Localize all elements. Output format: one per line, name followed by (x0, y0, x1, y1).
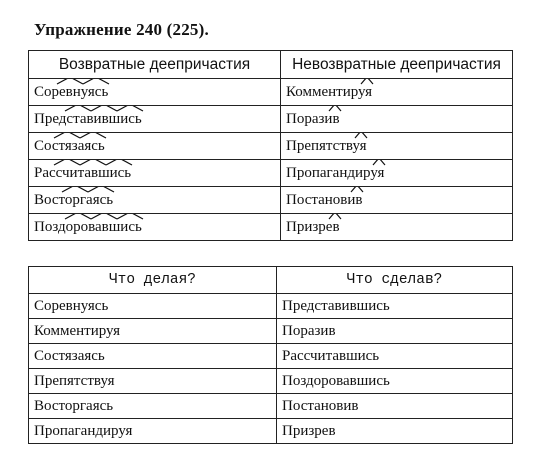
suffix-arc-mark (329, 214, 341, 219)
morpheme-marks (372, 160, 386, 166)
cell-imperfective: Восторгаясь (29, 394, 277, 419)
word: Комментируя (286, 84, 372, 101)
cell-imperfective: Соревнуясь (29, 294, 277, 319)
word: Восторгаясь (34, 192, 113, 209)
cell-nonreflexive (281, 133, 513, 160)
morpheme-marks (53, 160, 133, 166)
cell-reflexive (29, 214, 281, 241)
suffix-arc-mark (80, 133, 106, 138)
suffix-arc-mark (80, 160, 106, 165)
suffix-arc-mark (91, 214, 117, 219)
table-row (29, 187, 513, 214)
word: Рассчитавшись (34, 165, 131, 182)
cell-reflexive (29, 106, 281, 133)
cell-imperfective: Комментируя (29, 319, 277, 344)
morpheme-marks (350, 187, 364, 193)
morpheme-marks (328, 214, 342, 220)
suffix-arc-mark (54, 160, 80, 165)
exercise-title: Упражнение 240 (225). (34, 20, 209, 39)
suffix-arc-mark (83, 79, 109, 84)
cell-nonreflexive (281, 106, 513, 133)
word: Поздоровавшись (34, 219, 142, 236)
cell-perfective: Рассчитавшись (277, 344, 513, 369)
table-header-row (29, 51, 513, 79)
cell-reflexive (29, 160, 281, 187)
cell-perfective: Поразив (277, 319, 513, 344)
morpheme-marks (360, 79, 374, 85)
suffix-arc-mark (351, 187, 363, 192)
cell-perfective: Постановив (277, 394, 513, 419)
participles-table-reflexive (28, 50, 513, 241)
table-row (29, 160, 513, 187)
table-header-row (29, 267, 513, 294)
morpheme-marks (61, 187, 115, 193)
suffix-arc-mark (329, 106, 341, 111)
suffix-arc-mark (54, 133, 80, 138)
suffix-arc-mark (91, 106, 117, 111)
cell-nonreflexive (281, 79, 513, 106)
morpheme-marks (64, 106, 144, 112)
table-row (29, 106, 513, 133)
table-row (29, 369, 513, 394)
table-row (29, 419, 513, 444)
morpheme-marks (328, 106, 342, 112)
cell-nonreflexive (281, 160, 513, 187)
table-row (29, 344, 513, 369)
cell-reflexive (29, 187, 281, 214)
participles-question-table (28, 266, 513, 444)
header-reflexive-text: Возвратные деепричастия (58, 55, 251, 73)
suffix-arc-mark (57, 79, 83, 84)
word: Пропагандируя (286, 165, 384, 182)
suffix-arc-mark (106, 160, 132, 165)
suffix-arc-mark (373, 160, 385, 165)
word: Призрев (286, 219, 340, 236)
cell-nonreflexive (281, 187, 513, 214)
suffix-arc-mark (88, 187, 114, 192)
suffix-arc-mark (117, 106, 143, 111)
morpheme-marks (64, 214, 144, 220)
cell-nonreflexive (281, 214, 513, 241)
header-nonreflexive: Невозвратные деепричастия (281, 51, 513, 79)
suffix-arc-mark (117, 214, 143, 219)
suffix-arc-mark (361, 79, 373, 84)
header-reflexive (29, 51, 281, 79)
word: Постановив (286, 192, 362, 209)
suffix-arc-mark (65, 106, 91, 111)
cell-reflexive (29, 133, 281, 160)
word: Поразив (286, 111, 340, 128)
morpheme-marks (56, 79, 110, 85)
table-row (29, 133, 513, 160)
cell-reflexive (29, 79, 281, 106)
suffix-arc-mark (65, 214, 91, 219)
table-row (29, 294, 513, 319)
cell-perfective: Поздоровавшись (277, 369, 513, 394)
table-row (29, 214, 513, 241)
suffix-arc-mark (62, 187, 88, 192)
cell-imperfective: Препятствуя (29, 369, 277, 394)
header-what-doing: Что делая? (29, 267, 277, 294)
cell-perfective: Призрев (277, 419, 513, 444)
word: Соревнуясь (34, 84, 108, 101)
word: Препятствуя (286, 138, 366, 155)
word: Состязаясь (34, 138, 105, 155)
morpheme-marks (354, 133, 368, 139)
table-row (29, 394, 513, 419)
table-row (29, 319, 513, 344)
table-row (29, 79, 513, 106)
cell-perfective: Представившись (277, 294, 513, 319)
word: Представившись (34, 111, 142, 128)
morpheme-marks (53, 133, 107, 139)
cell-imperfective: Состязаясь (29, 344, 277, 369)
suffix-arc-mark (355, 133, 367, 138)
cell-imperfective: Пропагандируя (29, 419, 277, 444)
header-what-done: Что сделав? (277, 267, 513, 294)
